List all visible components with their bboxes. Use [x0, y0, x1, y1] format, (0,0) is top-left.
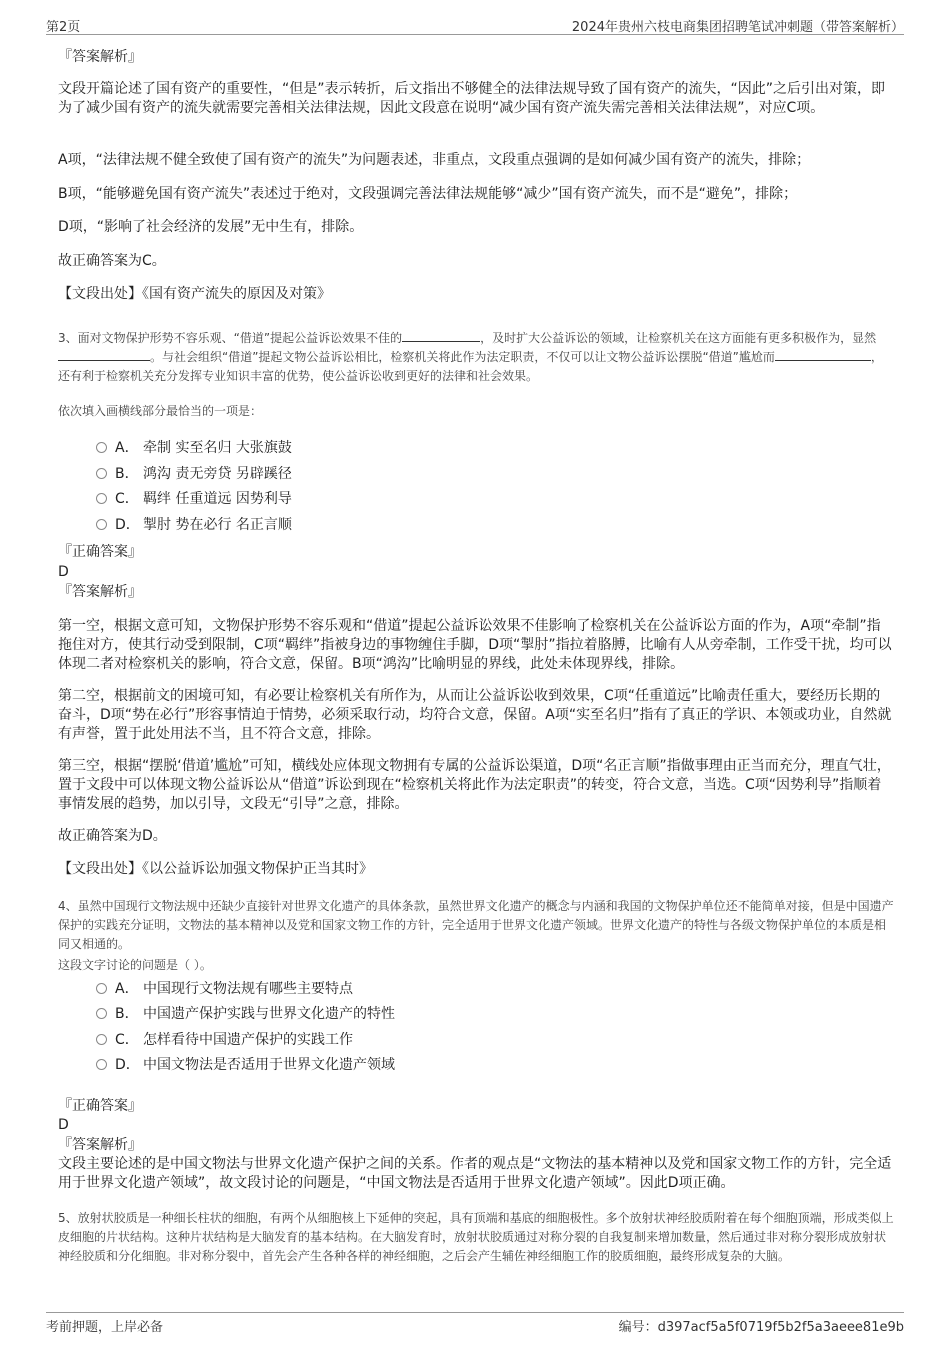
q3-prompt: 依次填入画横线部分最恰当的一项是：	[58, 404, 263, 418]
q3-correct-answer: D	[58, 564, 69, 580]
q2-analysis-p3: B项，“能够避免国有资产流失”表述过于绝对，文段强调完善法律法规能够“减少”国有资产流失，而不是“避免”，排除；	[58, 186, 798, 202]
q3-option-a[interactable]: A． 牵制 实至名归 大张旗鼓	[96, 439, 292, 457]
q4-option-d[interactable]: D． 中国文物法是否适用于世界文化遗产领域	[96, 1056, 395, 1074]
radio-icon[interactable]	[96, 493, 107, 504]
q2-answer-line: 故正确答案为C。	[58, 253, 166, 269]
q4-correct-answer: D	[58, 1117, 69, 1133]
q3-option-c[interactable]: C． 羁绊 任重道远 因势利导	[96, 490, 292, 508]
radio-icon[interactable]	[96, 519, 107, 530]
radio-icon[interactable]	[96, 468, 107, 479]
radio-icon[interactable]	[96, 1034, 107, 1045]
q3-blank-3	[775, 348, 871, 361]
q3-source: 【文段出处】《以公益诉讼加强文物保护正当其时》	[58, 861, 373, 877]
q4-option-c[interactable]: C． 怎样看待中国遗产保护的实践工作	[96, 1031, 353, 1049]
q5-stem: 5、放射状胶质是一种细长柱状的细胞，有两个从细胞核上下延伸的突起，具有顶端和基底的细胞极性。多个放射状神经胶质附着在每个细胞顶端，形成类似上皮细胞的片状结构。这种片状结构是大脑发育的基本结构。在大脑发育时，放射状胶质通过对称分裂的自我复制来增加数量，然后通过非对称分裂形成放射状神经胶质和分化细胞。非对称分裂中，首先会产生各种各样的神经细胞，之后会产生辅佐神经细胞工作的胶质细胞，最终形成复杂的大脑。	[58, 1211, 894, 1263]
q2-source: 【文段出处】《国有资产流失的原因及对策》	[58, 286, 331, 302]
page-footer	[46, 1312, 904, 1335]
q3-correct-label: 『正确答案』	[58, 544, 142, 560]
q4-analysis-label: 『答案解析』	[58, 1137, 142, 1153]
q3-analysis-p1: 第一空，根据文意可知，文物保护形势不容乐观和“借道”提起公益诉讼效果不佳影响了检察机关在公益诉讼方面的作为，A项“牵制”指拖住对方，使其行动受到限制，C项“羁绊”指被身边的事物缠住手脚，D项“掣肘”指拉着胳膊，比喻有人从旁牵制，工作受干扰，均可以体现二者对检察机关的影响，符合文意，保留。B项“鸿沟”比喻明显的界线，此处未体现界线，排除。	[58, 618, 892, 672]
q3-analysis-p2: 第二空，根据前文的困境可知，有必要让检察机关有所作为，从而让公益诉讼收到效果，C项“任重道远”比喻责任重大，要经历长期的奋斗，D项“势在必行”形容事情迫于情势，必须采取行动，均符合文意，保留。A项“实至名归”指有了真正的学识、本领或功业，自然就有声誉，置于此处用法不当，且不符合文意，排除。	[58, 688, 892, 742]
q4-option-a[interactable]: A． 中国现行文物法规有哪些主要特点	[96, 980, 353, 998]
q3-option-d[interactable]: D． 掣肘 势在必行 名正言顺	[96, 516, 292, 534]
doc-code: 编号：d397acf5a5f0719f5b2f5a3aeee81e9b	[618, 1320, 904, 1335]
q3-blank-2	[58, 348, 150, 361]
q2-analysis-p2: A项，“法律法规不健全致使了国有资产的流失”为问题表述，非重点，文段重点强调的是如何减少国有资产的流失，排除；	[58, 152, 811, 168]
q4-prompt: 这段文字讨论的问题是（ ）。	[58, 958, 212, 972]
q4-option-b[interactable]: B． 中国遗产保护实践与世界文化遗产的特性	[96, 1005, 395, 1023]
page-header	[46, 14, 904, 35]
q2-analysis-p4: D项，“影响了社会经济的发展”无中生有，排除。	[58, 219, 364, 235]
radio-icon[interactable]	[96, 983, 107, 994]
q4-correct-label: 『正确答案』	[58, 1098, 142, 1114]
radio-icon[interactable]	[96, 442, 107, 453]
q3-analysis-p3: 第三空，根据“摆脱‘借道’尴尬”可知，横线处应体现文物拥有专属的公益诉讼渠道，D项“名正言顺”指做事理由正当而充分，理直气壮，置于文段中可以体现文物公益诉讼从“借道”诉讼到现在“检察机关将此作为法定职责”的转变，符合文意，当选。C项“因势利导”指顺着事情发展的趋势，加以引导，文段无“引导”之意，排除。	[58, 758, 891, 812]
q3-blank-1	[402, 329, 480, 342]
q3-option-b[interactable]: B． 鸿沟 责无旁贷 另辟蹊径	[96, 465, 292, 483]
doc-title: 2024年贵州六枝电商集团招聘笔试冲刺题（带答案解析）	[571, 20, 904, 35]
q2-analysis-p1: 文段开篇论述了国有资产的重要性，“但是”表示转折，后文指出不够健全的法律法规导致了国有资产的流失，“因此”之后引出对策，即为了减少国有资产的流失就需要完善相关法律法规，因此文段意在说明“减少国有资产流失需完善相关法律法规”，对应C项。	[58, 81, 886, 116]
q2-analysis-label: 『答案解析』	[58, 49, 142, 65]
radio-icon[interactable]	[96, 1059, 107, 1070]
q3-stem: 3、面对文物保护形势不容乐观、“借道”提起公益诉讼效果不佳的 ，及时扩大公益诉讼的领域，让检察机关在这方面能有更多积极作为，显然。与社会组织“借道”提起文物公益诉讼相比，检察机关将此作为法定职责，不仅可以让文物公益诉讼摆脱“借道”尴尬而 ，还有利于检察机关充分发挥专业知识丰富的优势，使公益诉讼收到更好的法律和社会效果。	[58, 331, 883, 383]
page-number: 第2页	[46, 20, 81, 35]
radio-icon[interactable]	[96, 1008, 107, 1019]
q3-answer-line: 故正确答案为D。	[58, 828, 167, 844]
q4-analysis: 文段主要论述的是中国文物法与世界文化遗产保护之间的关系。作者的观点是“文物法的基本精神以及党和国家文物工作的方针，完全适用于世界文化遗产领域”，故文段讨论的问题是，“中国文物法是否适用于世界文化遗产领域”。因此D项正确。	[58, 1156, 892, 1191]
q4-stem: 4、虽然中国现行文物法规中还缺少直接针对世界文化遗产的具体条款，虽然世界文化遗产的概念与内涵和我国的文物保护单位还不能简单对接，但是中国遗产保护的实践充分证明，文物法的基本精神以及党和国家文物工作的方针，完全适用于世界文化遗产领域。世界文化遗产的特性与各级文物保护单位的本质是相同又相通的。	[58, 899, 894, 951]
footer-slogan: 考前押题，上岸必备	[46, 1320, 164, 1335]
q3-analysis-label: 『答案解析』	[58, 584, 142, 600]
